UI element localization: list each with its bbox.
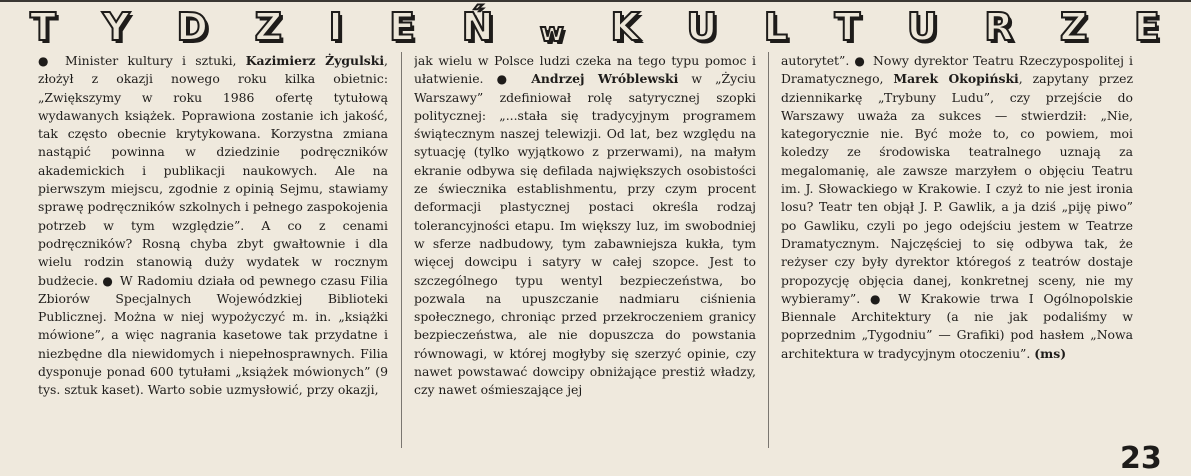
- paragraph-minister: [38, 52, 388, 400]
- paragraph-szopka: [414, 52, 756, 400]
- text-column-1: [38, 52, 388, 452]
- text-column-2: [414, 52, 756, 452]
- paragraph-teatr: [781, 52, 1133, 363]
- paragraph-text: W Radomiu działa od pewnego czasu Filia Zbiorów Specjalnych Wojewódzkiej Biblioteki Publicznej. Można w niej wypożyczyć m. in. „książki mówione”, a więc nagrania kasetowe tak przydatne i niezbędne dla niewidomych i niepełnosprawnych. Filia dysponuje ponad 600 tytułami „książek mówionych” (9 tys. sztuk kaset). Warto sobie uzmysłowić, przy okazji,: [38, 272, 388, 398]
- author-signature: (ms): [1034, 345, 1067, 361]
- masthead-letter: Ń: [461, 5, 494, 49]
- paragraph-text: Minister kultury i sztuki,: [65, 53, 246, 68]
- bullet-icon: ●: [854, 54, 866, 68]
- bullet-icon: ●: [38, 54, 54, 68]
- masthead-letter: U: [686, 5, 718, 49]
- masthead-letter: R: [984, 5, 1014, 49]
- paragraph-text: , zapytany przez dziennikarkę „Trybuny Ludu”, czy przejście do Warszawy uważa za sukces — stwierdził: „Nie, kategorycznie nie. Być może to, co powiem, moi koledzy ze środowiska teatralnego uznają za megalomanię, ale zawsze marzyłem o objęciu Teatru im. J. Słowackiego w Krakowie. I czyż to nie jest ironia losu? Teatr ten objął J. P. Gawlik, a ja dziś „piję piwo” po Gawliku, czyli po jego odejściu jestem w Teatrze Dramatycznym. Najczęściej to się odbywa tak, że reżyser czy były dyrektor któregoś z teatrów dostaje propozycję objęcia danej, konkretnej sceny, nie my wybieramy”.: [781, 71, 1133, 306]
- person-name: Kazimierz Żygulski: [245, 53, 385, 68]
- masthead-letter: L: [763, 5, 788, 49]
- bullet-icon: ●: [102, 273, 114, 288]
- masthead-letter: Z: [254, 5, 283, 49]
- masthead-tydzien-w-kulturze: [30, 5, 1160, 49]
- paragraph-text: W Krakowie trwa I Ogólnopolskie Biennale Architektury (a nie jak podaliśmy w poprzednim „Tygodniu” — Grafiki) pod hasłem „Nowa architektura w tradycyjnym otoczeniu”.: [781, 290, 1133, 361]
- masthead-letter: T: [30, 5, 56, 49]
- masthead-letter: U: [906, 5, 938, 49]
- paragraph-text: jak wielu w Polsce ludzi czeka na tego typu pomoc i ułatwienie.: [414, 53, 756, 87]
- column-divider: [768, 52, 769, 448]
- top-rule: [0, 0, 1191, 2]
- masthead-letter: w: [539, 18, 564, 48]
- bullet-icon: ●: [496, 72, 517, 87]
- text-column-3: [781, 52, 1133, 452]
- masthead-letter: K: [610, 5, 640, 49]
- paragraph-text: autorytet”.: [781, 53, 850, 68]
- masthead-letter: Y: [102, 5, 130, 49]
- column-divider: [401, 52, 402, 448]
- masthead-letter: E: [389, 5, 416, 49]
- paragraph-text: Nowy dyrektor Teatru Rzeczypospolitej i Dramatycznego,: [781, 53, 1133, 87]
- bullet-icon: ●: [870, 291, 887, 306]
- person-name: Andrzej Wróblewski: [531, 71, 679, 87]
- paragraph-text: , złożył z okazji nowego roku kilka obietnic: „Zwiększymy w roku 1986 ofertę tytułową wydawanych książek. Poprawiona zostanie ich jakość, tak często obecnie krytykowana. Korzystna zmiana nastąpić powinna w dziedzinie podręczników akademickich i publikacji naukowych. Ale na pierwszym miejscu, zgodnie z opinią Sejmu, stawiamy sprawę podręczników szkolnych i pełnego zaspokojenia potrzeb w tym względzie”. A co z cenami podręczników? Rosną chyba zbyt gwałtownie i dla wielu rodzin stanowią duży wydatek w rocznym budżecie.: [38, 53, 388, 288]
- person-name: Marek Okopiński: [893, 71, 1019, 87]
- masthead-letter: T: [834, 5, 861, 49]
- page-number: 23: [1120, 441, 1162, 476]
- masthead-letter: Z: [1059, 5, 1088, 49]
- masthead-letter: D: [176, 5, 208, 49]
- masthead-letter: I: [328, 5, 343, 49]
- paragraph-text: w „Życiu Warszawy” zdefiniował rolę satyrycznej szopki politycznej: „...stała się tradycyjnym programem świątecznym naszej telewizji. Od lat, bez względu na sytuację (tylko wyjątkowo z przerwami), na małym ekranie odbywa się defilada największych osobistości ze świecznika establishmentu, przy czym procent deformacji plastycznej postaci określa rodzaj tolerancyjności etapu. Im większy luz, im swobodniej w sferze nadbudowy, tym zabawniejsza kukła, tym więcej dowcipu i satyry w całej szopce. Jest to szczególnego typu wentyl bezpieczeństwa, bo pozwala na upuszczanie nadmiaru ciśnienia społecznego, chroniąc przed przekroczeniem granicy bezpieczeństwa, ale nie dopuszcza do powstania równowagi, w której mogłyby się szerzyć opinie, czy nawet powstawać dowcipy obniżające prestiż władzy, czy nawet ośmieszające jej: [414, 71, 756, 398]
- masthead-letter: E: [1133, 5, 1160, 49]
